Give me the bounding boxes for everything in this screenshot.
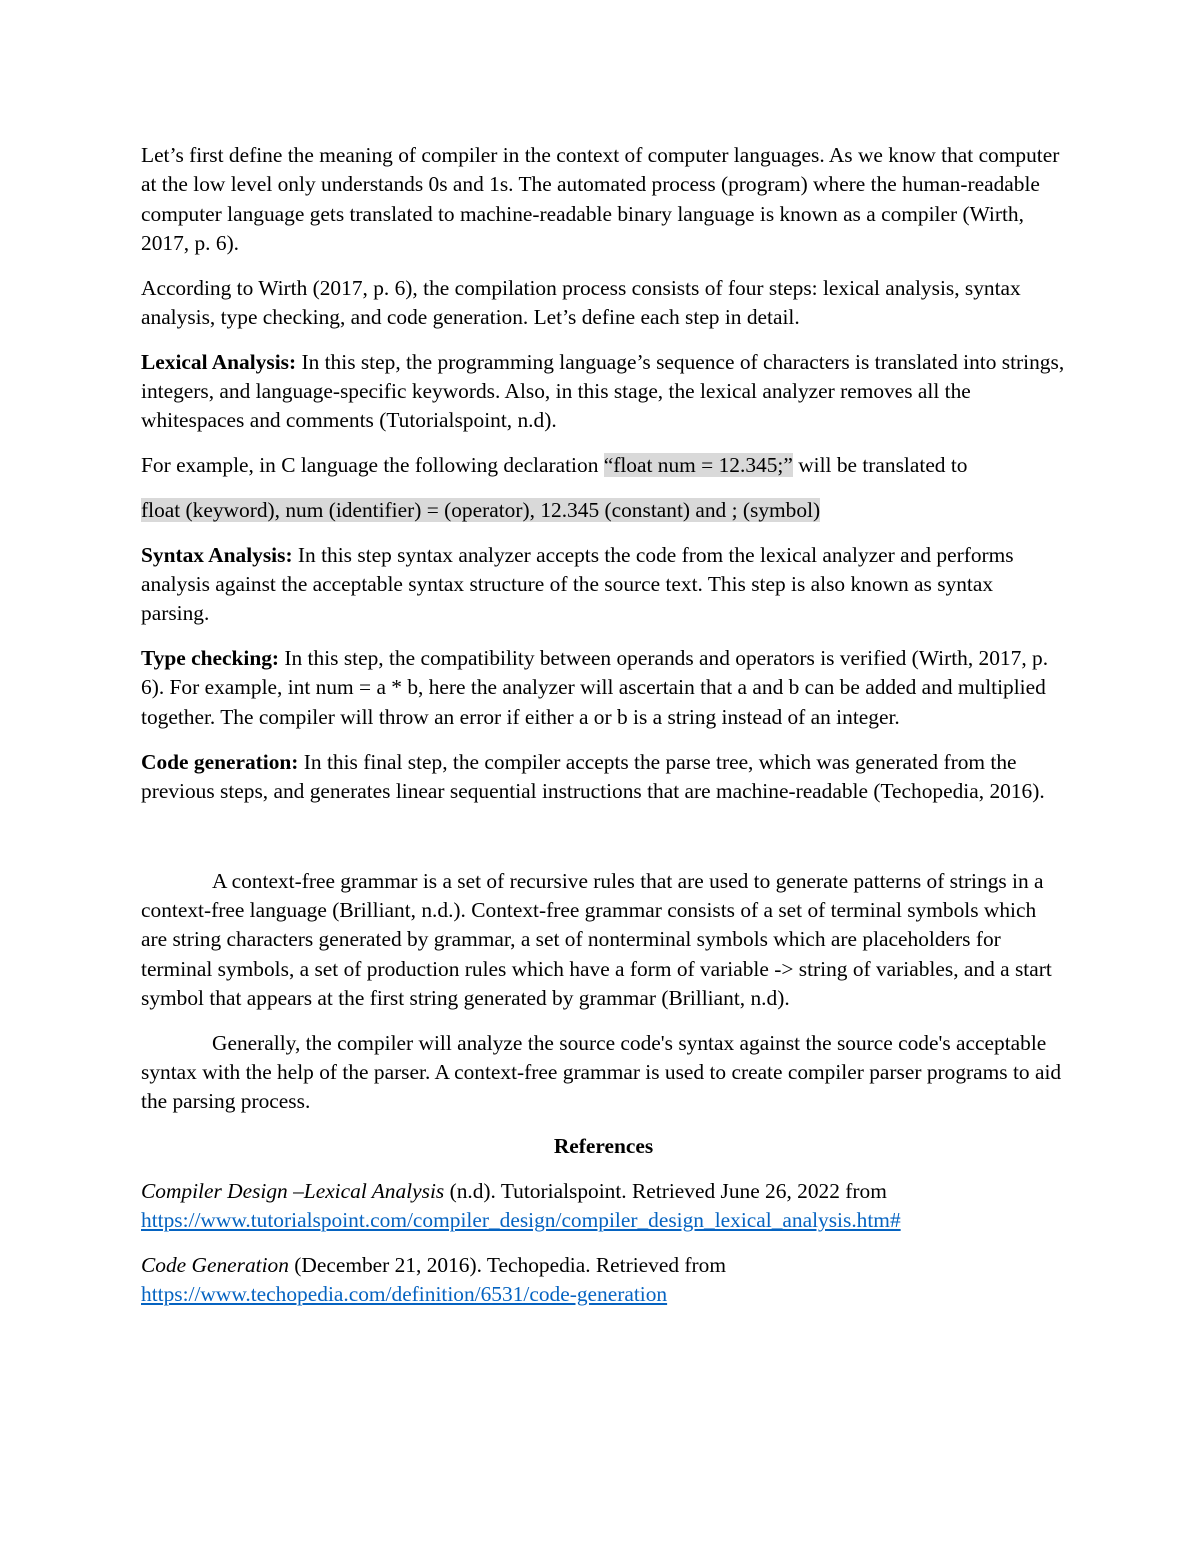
reference-details: (December 21, 2016). Techopedia. Retrieved from [288, 1252, 726, 1277]
code-generation-heading: Code generation: [141, 749, 299, 774]
lexical-example-prefix: For example, in C language the following declaration [141, 453, 604, 478]
reference-item [141, 1251, 1066, 1310]
code-generation-body: In this final step, the compiler accepts the parse tree, which was generated from the previous steps, and generates linear sequential instructions that are machine-readable (Techopedia, 2016). [141, 749, 1045, 803]
reference-details: (n.d). Tutorialspoint. Retrieved June 26, 2022 from [444, 1178, 887, 1203]
section-spacer [141, 822, 1066, 867]
lexical-analysis-paragraph [141, 348, 1066, 436]
lexical-example-code: “float num = 12.345;” [603, 453, 793, 478]
code-generation-paragraph [141, 748, 1066, 807]
lexical-analysis-heading: Lexical Analysis: [141, 349, 297, 374]
reference-title: Compiler Design –Lexical Analysis [141, 1178, 445, 1203]
type-checking-paragraph [141, 644, 1066, 732]
syntax-analysis-heading: Syntax Analysis: [141, 542, 293, 567]
references-title: References [553, 1134, 654, 1159]
document-page [141, 141, 1066, 1325]
grammar-paragraph-1: A context-free grammar is a set of recursive rules that are used to generate patterns of strings in a context-free language (Brilliant, n.d.). Context-free grammar consists of a set of terminal symbols which are string characters generated by grammar, a set of nonterminal symbols which are placeholders for terminal symbols, a set of production rules which have a form of variable -> string of variables, and a start symbol that appears at the first string generated by grammar (Brilliant, n.d). [141, 868, 1052, 1010]
grammar-paragraph-2: Generally, the compiler will analyze the source code's syntax against the source code's acceptable syntax with the help of the parser. A context-free grammar is used to create compiler parser programs to aid the parsing process. [141, 1030, 1062, 1114]
reference-link[interactable]: https://www.techopedia.com/definition/6531/code-generation [141, 1282, 668, 1307]
syntax-analysis-body: In this step syntax analyzer accepts the code from the lexical analyzer and performs analysis against the acceptable syntax structure of the source text. This step is also known as syntax parsing. [141, 542, 1014, 626]
reference-link[interactable]: https://www.tutorialspoint.com/compiler_design/compiler_design_lexical_analysis.htm# [141, 1208, 901, 1233]
syntax-analysis-paragraph [141, 541, 1066, 629]
reference-item [141, 1177, 1066, 1236]
intro-paragraph-1: Let’s first define the meaning of compiler in the context of computer languages. As we know that computer at the low level only understands 0s and 1s. The automated process (program) where the human-readable computer language gets translated to machine-readable binary language is known as a compiler (Wirth, 2017, p. 6). [141, 143, 1060, 255]
lexical-example-result: float (keyword), num (identifier) = (operator), 12.345 (constant) and ; (symbol) [141, 497, 821, 522]
lexical-example-suffix: will be translated to [792, 453, 968, 478]
lexical-example-paragraph [141, 451, 1066, 480]
lexical-example-result-paragraph [141, 496, 1066, 525]
intro-paragraph-2: According to Wirth (2017, p. 6), the compilation process consists of four steps: lexical analysis, syntax analysis, type checking, and code generation. Let’s define each step in detail. [141, 275, 1021, 329]
reference-title: Code Generation [141, 1252, 289, 1277]
type-checking-heading: Type checking: [141, 646, 280, 671]
type-checking-body: In this step, the compatibility between operands and operators is verified (Wirth, 2017, p. 6). For example, int num = a * b, here the analyzer will ascertain that a and b can be added and multiplied together. The compiler will throw an error if either a or b is a string instead of an integer. [141, 646, 1049, 729]
lexical-analysis-body: In this step, the programming language’s sequence of characters is translated into strings, integers, and language-specific keywords. Also, in this stage, the lexical analyzer removes all the whitespaces and comments (Tutorialspoint, n.d). [141, 349, 1065, 433]
